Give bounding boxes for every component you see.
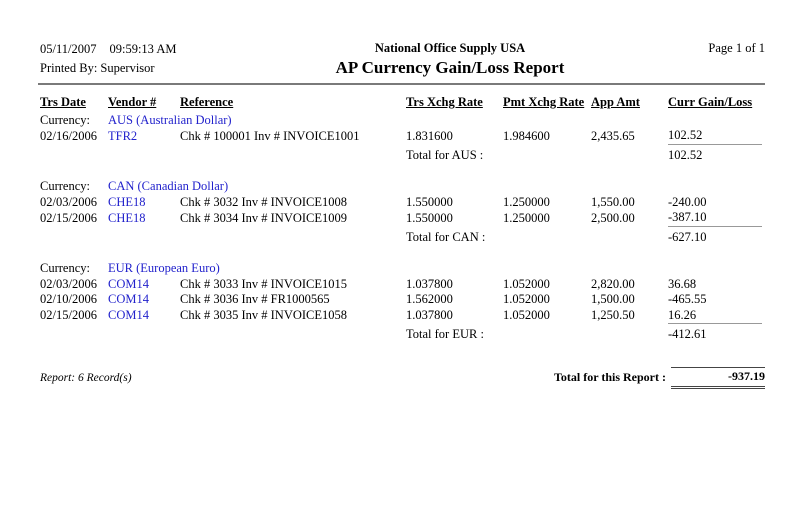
reference-cell: Chk # 3035 Inv # INVOICE1058	[180, 308, 348, 322]
gain-loss-cell: 36.68	[668, 276, 697, 291]
currency-total-label: Total for CAN :	[406, 229, 486, 244]
reference-cell: Chk # 3034 Inv # INVOICE1009	[180, 210, 348, 225]
app-amt-cell: 1,250.50	[591, 308, 635, 322]
report-header	[0, 0, 802, 78]
printed-by: Printed By: Supervisor	[40, 61, 155, 75]
print-time: 09:59:13 AM	[109, 42, 177, 56]
app-amt-cell: 1,550.00	[591, 194, 635, 209]
reference-cell: Chk # 3032 Inv # INVOICE1008	[180, 194, 348, 209]
record-count: Report: 6 Record(s)	[40, 371, 132, 384]
trs-xchg-rate-cell: 1.550000	[406, 194, 453, 209]
report-footer	[40, 367, 765, 389]
report-total-value: -937.19	[671, 367, 765, 389]
header-center	[250, 40, 650, 78]
currency-header-row	[40, 177, 762, 195]
table-row	[40, 210, 762, 226]
gain-loss-cell: -387.10	[668, 210, 707, 224]
currency-total-value: -412.61	[668, 324, 762, 343]
pmt-xchg-rate-cell: 1.250000	[503, 210, 550, 225]
pmt-xchg-rate-cell: 1.052000	[503, 292, 550, 306]
currency-link[interactable]: CAN (Canadian Dollar)	[108, 179, 229, 193]
currency-total-label: Total for AUS :	[406, 147, 484, 162]
gain-loss-cell: 102.52	[668, 128, 703, 142]
spacer	[591, 144, 668, 163]
currency-label: Currency:	[40, 261, 90, 275]
print-date: 05/11/2007	[40, 42, 97, 56]
pmt-xchg-rate-cell: 1.052000	[503, 276, 550, 291]
spacer	[40, 144, 406, 163]
currency-header-row	[40, 111, 762, 129]
currency-link[interactable]: AUS (Australian Dollar)	[108, 112, 232, 127]
col-header-trs-xchg-rate: Trs Xchg Rate	[406, 95, 483, 109]
currency-label: Currency:	[40, 112, 90, 127]
currency-total-row	[40, 144, 762, 163]
pmt-xchg-rate-cell: 1.984600	[503, 128, 550, 143]
reference-cell: Chk # 3033 Inv # INVOICE1015	[180, 276, 348, 291]
column-header-row	[40, 95, 762, 111]
report-table	[40, 95, 762, 343]
currency-total-value: 102.52	[668, 144, 762, 163]
table-row	[40, 128, 762, 144]
spacer	[40, 163, 762, 177]
app-amt-cell: 2,435.65	[591, 128, 635, 143]
currency-total-label: Total for EUR :	[406, 327, 484, 341]
col-header-app-amt: App Amt	[591, 95, 640, 109]
currency-total-value: -627.10	[668, 226, 762, 245]
trs-xchg-rate-cell: 1.037800	[406, 276, 453, 291]
header-left	[40, 40, 250, 78]
table-row	[40, 292, 762, 308]
vendor-link[interactable]: COM14	[108, 308, 149, 322]
spacer	[591, 324, 668, 343]
currency-total-row	[40, 226, 762, 245]
spacer	[40, 245, 762, 259]
table-row	[40, 308, 762, 324]
currency-section-aus	[40, 111, 762, 178]
report-total-label: Total for this Report :	[554, 370, 666, 384]
vendor-link[interactable]: CHE18	[108, 210, 146, 225]
pmt-xchg-rate-cell: 1.052000	[503, 308, 550, 322]
print-datetime	[40, 40, 250, 59]
col-header-trs-date: Trs Date	[40, 95, 86, 109]
vendor-link[interactable]: CHE18	[108, 194, 146, 209]
section-gap	[40, 245, 762, 259]
pmt-xchg-rate-cell: 1.250000	[503, 194, 550, 209]
currency-section-eur	[40, 259, 762, 343]
trs-date-cell: 02/15/2006	[40, 308, 97, 322]
currency-link[interactable]: EUR (European Euro)	[108, 261, 220, 275]
col-header-pmt-xchg-rate: Pmt Xchg Rate	[503, 95, 585, 109]
currency-total-row	[40, 324, 762, 343]
reference-cell: Chk # 3036 Inv # FR1000565	[180, 292, 330, 306]
app-amt-cell: 1,500.00	[591, 292, 635, 306]
app-amt-cell: 2,500.00	[591, 210, 635, 225]
vendor-link[interactable]: TFR2	[108, 128, 138, 143]
trs-date-cell: 02/16/2006	[40, 128, 97, 143]
gain-loss-cell: 16.26	[668, 307, 697, 322]
section-gap	[40, 163, 762, 177]
table-row	[40, 277, 762, 293]
trs-date-cell: 02/15/2006	[40, 210, 97, 225]
table-row	[40, 195, 762, 211]
page-indicator: Page 1 of 1	[708, 41, 765, 55]
col-header-vendor: Vendor #	[108, 95, 157, 109]
spacer	[40, 324, 406, 343]
col-header-reference: Reference	[180, 95, 234, 109]
gain-loss-cell: -240.00	[668, 194, 707, 209]
header-divider	[38, 83, 765, 85]
trs-xchg-rate-cell: 1.831600	[406, 128, 453, 143]
vendor-link[interactable]: COM14	[108, 276, 149, 291]
gain-loss-cell: -465.55	[668, 292, 707, 306]
app-amt-cell: 2,820.00	[591, 276, 635, 291]
trs-xchg-rate-cell: 1.037800	[406, 308, 453, 322]
trs-date-cell: 02/03/2006	[40, 276, 97, 291]
spacer	[591, 226, 668, 245]
currency-label: Currency:	[40, 179, 90, 193]
company-name: National Office Supply USA	[374, 41, 526, 55]
currency-header-row	[40, 259, 762, 277]
reference-cell: Chk # 100001 Inv # INVOICE1001	[180, 128, 360, 143]
spacer	[40, 226, 406, 245]
trs-xchg-rate-cell: 1.562000	[406, 292, 453, 306]
col-header-curr-gain-loss: Curr Gain/Loss	[668, 95, 753, 109]
trs-date-cell: 02/10/2006	[40, 292, 97, 306]
trs-xchg-rate-cell: 1.550000	[406, 210, 453, 225]
currency-section-can	[40, 177, 762, 259]
vendor-link[interactable]: COM14	[108, 292, 149, 306]
trs-date-cell: 02/03/2006	[40, 194, 97, 209]
report-title: AP Currency Gain/Loss Report	[335, 58, 565, 77]
